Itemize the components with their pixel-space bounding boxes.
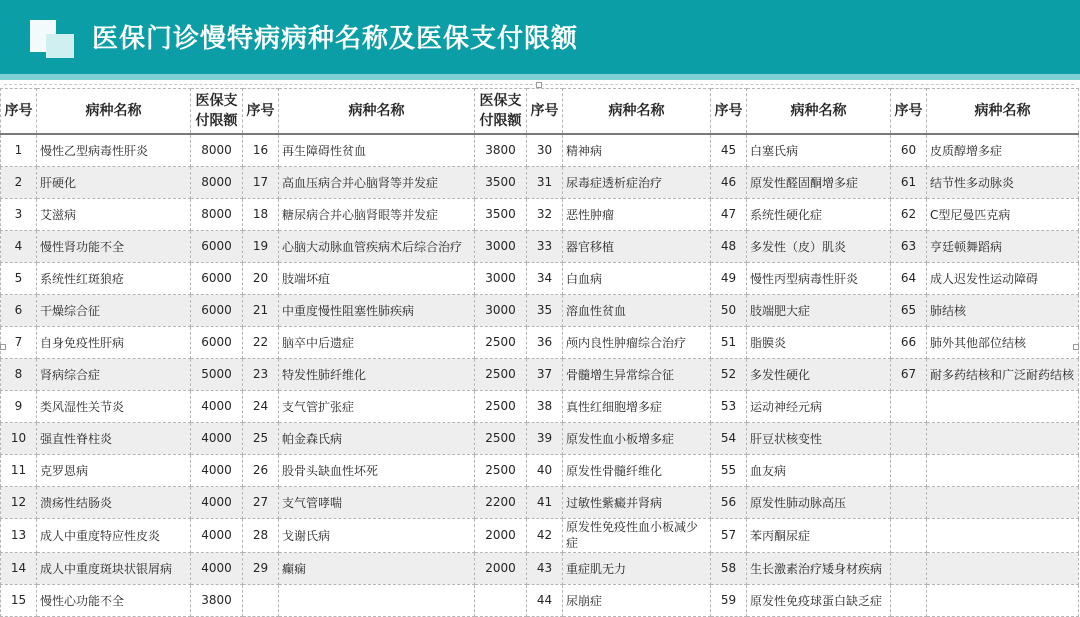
payment-limit-cell: 3500 xyxy=(475,198,527,230)
header-no: 序号 xyxy=(1,89,37,135)
header-no: 序号 xyxy=(891,89,927,135)
disease-name-cell xyxy=(927,422,1079,454)
disease-name-cell: 苯丙酮尿症 xyxy=(747,518,891,552)
row-number-cell: 45 xyxy=(711,134,747,166)
disease-name-cell: 白塞氏病 xyxy=(747,134,891,166)
payment-limit-cell: 3000 xyxy=(475,294,527,326)
payment-limit-cell: 6000 xyxy=(191,326,243,358)
disease-name-cell: 多发性硬化 xyxy=(747,358,891,390)
row-number-cell: 32 xyxy=(527,198,563,230)
row-number-cell: 22 xyxy=(243,326,279,358)
row-number-cell: 29 xyxy=(243,552,279,584)
row-number-cell: 14 xyxy=(1,552,37,584)
table-row xyxy=(1,166,1079,198)
payment-limit-cell: 6000 xyxy=(191,294,243,326)
disease-name-cell: 生长激素治疗矮身材疾病 xyxy=(747,552,891,584)
table-header-row xyxy=(1,89,1079,135)
row-number-cell: 47 xyxy=(711,198,747,230)
row-number-cell: 3 xyxy=(1,198,37,230)
row-number-cell: 62 xyxy=(891,198,927,230)
disease-name-cell xyxy=(927,486,1079,518)
payment-limit-cell: 8000 xyxy=(191,198,243,230)
disease-name-cell: 成人中重度斑块状银屑病 xyxy=(37,552,191,584)
disease-name-cell: 戈谢氏病 xyxy=(279,518,475,552)
disease-name-cell: 类风湿性关节炎 xyxy=(37,390,191,422)
disease-name-cell: 溃疡性结肠炎 xyxy=(37,486,191,518)
disease-name-cell: 原发性肺动脉高压 xyxy=(747,486,891,518)
payment-limit-cell: 5000 xyxy=(191,358,243,390)
row-number-cell: 63 xyxy=(891,230,927,262)
header-limit: 医保支 付限额 xyxy=(191,89,243,135)
disease-name-cell: 慢性肾功能不全 xyxy=(37,230,191,262)
row-number-cell: 10 xyxy=(1,422,37,454)
disease-name-cell: 脂膜炎 xyxy=(747,326,891,358)
header-limit: 医保支 付限额 xyxy=(475,89,527,135)
row-number-cell: 8 xyxy=(1,358,37,390)
row-number-cell: 51 xyxy=(711,326,747,358)
payment-limit-cell: 2500 xyxy=(475,390,527,422)
disease-name-cell: 慢性乙型病毒性肝炎 xyxy=(37,134,191,166)
row-number-cell: 50 xyxy=(711,294,747,326)
row-number-cell: 66 xyxy=(891,326,927,358)
disease-name-cell: C型尼曼匹克病 xyxy=(927,198,1079,230)
row-number-cell: 34 xyxy=(527,262,563,294)
payment-limit-cell: 4000 xyxy=(191,422,243,454)
disease-name-cell: 帕金森氏病 xyxy=(279,422,475,454)
row-number-cell: 2 xyxy=(1,166,37,198)
disease-name-cell: 高血压病合并心脑肾等并发症 xyxy=(279,166,475,198)
disease-name-cell: 强直性脊柱炎 xyxy=(37,422,191,454)
disease-name-cell: 糖尿病合并心脑肾眼等并发症 xyxy=(279,198,475,230)
disease-limit-table xyxy=(0,88,1079,617)
disease-name-cell: 真性红细胞增多症 xyxy=(563,390,711,422)
row-number-cell: 30 xyxy=(527,134,563,166)
row-number-cell: 48 xyxy=(711,230,747,262)
disease-name-cell xyxy=(927,584,1079,616)
header-banner xyxy=(0,0,1080,80)
row-number-cell: 9 xyxy=(1,390,37,422)
disease-name-cell: 肺结核 xyxy=(927,294,1079,326)
row-number-cell: 25 xyxy=(243,422,279,454)
payment-limit-cell: 3000 xyxy=(475,230,527,262)
row-number-cell: 26 xyxy=(243,454,279,486)
row-number-cell: 67 xyxy=(891,358,927,390)
payment-limit-cell: 3800 xyxy=(191,584,243,616)
disease-name-cell: 支气管哮喘 xyxy=(279,486,475,518)
payment-limit-cell: 8000 xyxy=(191,134,243,166)
payment-limit-cell: 3000 xyxy=(475,262,527,294)
disease-name-cell: 中重度慢性阻塞性肺疾病 xyxy=(279,294,475,326)
header-name: 病种名称 xyxy=(37,89,191,135)
disease-name-cell: 骨髓增生异常综合征 xyxy=(563,358,711,390)
disease-name-cell: 血友病 xyxy=(747,454,891,486)
row-number-cell: 40 xyxy=(527,454,563,486)
table-row xyxy=(1,134,1079,166)
disease-name-cell: 系统性硬化症 xyxy=(747,198,891,230)
row-number-cell xyxy=(891,486,927,518)
row-number-cell: 49 xyxy=(711,262,747,294)
disease-name-cell: 肝硬化 xyxy=(37,166,191,198)
row-number-cell: 19 xyxy=(243,230,279,262)
payment-limit-cell: 4000 xyxy=(191,486,243,518)
disease-name-cell: 肢端坏疽 xyxy=(279,262,475,294)
row-number-cell xyxy=(891,518,927,552)
payment-limit-cell: 2500 xyxy=(475,454,527,486)
row-number-cell: 12 xyxy=(1,486,37,518)
row-number-cell: 4 xyxy=(1,230,37,262)
row-number-cell: 35 xyxy=(527,294,563,326)
row-number-cell: 6 xyxy=(1,294,37,326)
disease-name-cell: 慢性丙型病毒性肝炎 xyxy=(747,262,891,294)
row-number-cell: 1 xyxy=(1,134,37,166)
disease-name-cell: 特发性肺纤维化 xyxy=(279,358,475,390)
row-number-cell: 61 xyxy=(891,166,927,198)
disease-name-cell: 溶血性贫血 xyxy=(563,294,711,326)
payment-limit-cell: 4000 xyxy=(191,390,243,422)
payment-limit-cell: 3800 xyxy=(475,134,527,166)
payment-limit-cell: 2000 xyxy=(475,518,527,552)
table-body xyxy=(1,134,1079,616)
payment-limit-cell: 6000 xyxy=(191,230,243,262)
row-number-cell: 24 xyxy=(243,390,279,422)
payment-limit-cell: 4000 xyxy=(191,454,243,486)
disease-name-cell: 艾滋病 xyxy=(37,198,191,230)
row-number-cell xyxy=(243,584,279,616)
row-number-cell xyxy=(891,422,927,454)
disease-name-cell: 多发性（皮）肌炎 xyxy=(747,230,891,262)
disease-name-cell: 重症肌无力 xyxy=(563,552,711,584)
disease-name-cell xyxy=(927,454,1079,486)
table-row xyxy=(1,326,1079,358)
payment-limit-cell: 3500 xyxy=(475,166,527,198)
disease-name-cell xyxy=(927,552,1079,584)
row-number-cell: 52 xyxy=(711,358,747,390)
table-row xyxy=(1,518,1079,552)
row-number-cell: 13 xyxy=(1,518,37,552)
row-number-cell: 36 xyxy=(527,326,563,358)
table-row xyxy=(1,552,1079,584)
disease-name-cell xyxy=(927,518,1079,552)
header-no: 序号 xyxy=(527,89,563,135)
disease-name-cell: 脑卒中后遗症 xyxy=(279,326,475,358)
row-number-cell xyxy=(891,454,927,486)
row-number-cell: 17 xyxy=(243,166,279,198)
row-number-cell: 43 xyxy=(527,552,563,584)
payment-limit-cell xyxy=(475,584,527,616)
row-number-cell: 20 xyxy=(243,262,279,294)
header-name: 病种名称 xyxy=(279,89,475,135)
table-row xyxy=(1,230,1079,262)
payment-limit-cell: 2500 xyxy=(475,326,527,358)
disease-name-cell: 精神病 xyxy=(563,134,711,166)
row-number-cell: 31 xyxy=(527,166,563,198)
disease-name-cell: 干燥综合征 xyxy=(37,294,191,326)
payment-limit-cell: 6000 xyxy=(191,262,243,294)
table-row xyxy=(1,486,1079,518)
row-number-cell: 41 xyxy=(527,486,563,518)
disease-name-cell: 结节性多动脉炎 xyxy=(927,166,1079,198)
row-number-cell: 18 xyxy=(243,198,279,230)
payment-limit-cell: 2500 xyxy=(475,358,527,390)
row-number-cell: 59 xyxy=(711,584,747,616)
table-row xyxy=(1,584,1079,616)
row-number-cell: 37 xyxy=(527,358,563,390)
disease-name-cell: 尿崩症 xyxy=(563,584,711,616)
header-name: 病种名称 xyxy=(747,89,891,135)
resize-handle-left[interactable] xyxy=(0,344,6,350)
row-number-cell: 16 xyxy=(243,134,279,166)
disease-name-cell: 支气管扩张症 xyxy=(279,390,475,422)
row-number-cell: 33 xyxy=(527,230,563,262)
disease-name-cell: 慢性心功能不全 xyxy=(37,584,191,616)
disease-name-cell: 器官移植 xyxy=(563,230,711,262)
row-number-cell: 42 xyxy=(527,518,563,552)
disease-name-cell: 心脑大动脉血管疾病术后综合治疗 xyxy=(279,230,475,262)
disease-name-cell: 原发性骨髓纤维化 xyxy=(563,454,711,486)
disease-name-cell: 原发性免疫性血小板减少症 xyxy=(563,518,711,552)
row-number-cell: 27 xyxy=(243,486,279,518)
logo-squares-icon xyxy=(30,16,80,62)
row-number-cell xyxy=(891,552,927,584)
disease-name-cell: 亨廷顿舞蹈病 xyxy=(927,230,1079,262)
row-number-cell: 65 xyxy=(891,294,927,326)
table-row xyxy=(1,358,1079,390)
row-number-cell: 38 xyxy=(527,390,563,422)
disease-name-cell: 原发性醛固酮增多症 xyxy=(747,166,891,198)
row-number-cell: 54 xyxy=(711,422,747,454)
disease-name-cell: 颅内良性肿瘤综合治疗 xyxy=(563,326,711,358)
header-name: 病种名称 xyxy=(563,89,711,135)
table-row xyxy=(1,422,1079,454)
disease-name-cell xyxy=(279,584,475,616)
disease-name-cell xyxy=(927,390,1079,422)
table-row xyxy=(1,294,1079,326)
disease-name-cell: 过敏性紫癜并肾病 xyxy=(563,486,711,518)
row-number-cell: 23 xyxy=(243,358,279,390)
header-no: 序号 xyxy=(711,89,747,135)
disease-name-cell: 皮质醇增多症 xyxy=(927,134,1079,166)
payment-limit-cell: 2000 xyxy=(475,552,527,584)
row-number-cell xyxy=(891,390,927,422)
row-number-cell: 56 xyxy=(711,486,747,518)
disease-name-cell: 白血病 xyxy=(563,262,711,294)
resize-handle-right[interactable] xyxy=(1073,344,1079,350)
disease-name-cell: 股骨头缺血性坏死 xyxy=(279,454,475,486)
row-number-cell: 46 xyxy=(711,166,747,198)
disease-name-cell: 克罗恩病 xyxy=(37,454,191,486)
row-number-cell: 58 xyxy=(711,552,747,584)
disease-name-cell: 成人中重度特应性皮炎 xyxy=(37,518,191,552)
payment-limit-cell: 4000 xyxy=(191,552,243,584)
row-number-cell xyxy=(891,584,927,616)
row-number-cell: 11 xyxy=(1,454,37,486)
table-row xyxy=(1,454,1079,486)
disease-name-cell: 原发性血小板增多症 xyxy=(563,422,711,454)
payment-limit-cell: 8000 xyxy=(191,166,243,198)
row-number-cell: 5 xyxy=(1,262,37,294)
row-number-cell: 15 xyxy=(1,584,37,616)
row-number-cell: 39 xyxy=(527,422,563,454)
table-row xyxy=(1,262,1079,294)
row-number-cell: 60 xyxy=(891,134,927,166)
table-row xyxy=(1,390,1079,422)
payment-limit-cell: 2200 xyxy=(475,486,527,518)
row-number-cell: 21 xyxy=(243,294,279,326)
disease-name-cell: 肺外其他部位结核 xyxy=(927,326,1079,358)
row-number-cell: 28 xyxy=(243,518,279,552)
payment-limit-cell: 2500 xyxy=(475,422,527,454)
disease-name-cell: 恶性肿瘤 xyxy=(563,198,711,230)
disease-name-cell: 肢端肥大症 xyxy=(747,294,891,326)
disease-name-cell: 系统性红斑狼疮 xyxy=(37,262,191,294)
disease-name-cell: 癫痫 xyxy=(279,552,475,584)
payment-limit-cell: 4000 xyxy=(191,518,243,552)
disease-name-cell: 肾病综合症 xyxy=(37,358,191,390)
row-number-cell: 53 xyxy=(711,390,747,422)
disease-name-cell: 原发性免疫球蛋白缺乏症 xyxy=(747,584,891,616)
row-number-cell: 44 xyxy=(527,584,563,616)
disease-name-cell: 尿毒症透析症治疗 xyxy=(563,166,711,198)
row-number-cell: 55 xyxy=(711,454,747,486)
row-number-cell: 64 xyxy=(891,262,927,294)
disease-name-cell: 再生障碍性贫血 xyxy=(279,134,475,166)
row-number-cell: 7 xyxy=(1,326,37,358)
disease-name-cell: 耐多药结核和广泛耐药结核 xyxy=(927,358,1079,390)
disease-name-cell: 运动神经元病 xyxy=(747,390,891,422)
header-name: 病种名称 xyxy=(927,89,1079,135)
header-no: 序号 xyxy=(243,89,279,135)
disease-name-cell: 成人迟发性运动障碍 xyxy=(927,262,1079,294)
table-row xyxy=(1,198,1079,230)
disease-name-cell: 肝豆状核变性 xyxy=(747,422,891,454)
disease-name-cell: 自身免疫性肝病 xyxy=(37,326,191,358)
row-number-cell: 57 xyxy=(711,518,747,552)
page-title: 医保门诊慢特病病种名称及医保支付限额 xyxy=(92,24,579,54)
